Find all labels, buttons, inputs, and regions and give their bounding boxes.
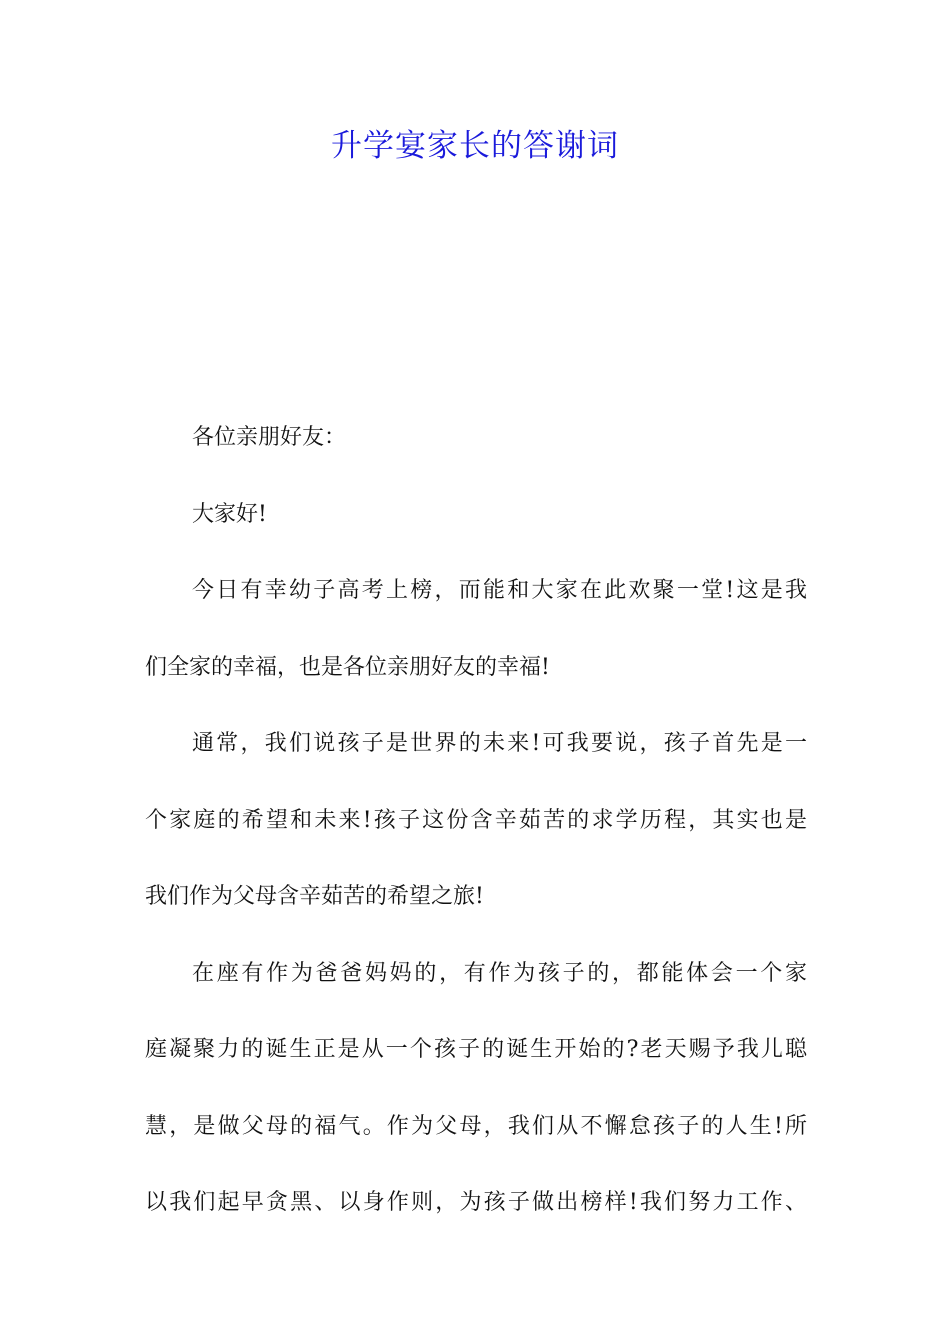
salutation-line: 各位亲朋好友： xyxy=(192,425,347,450)
paragraph-line: 在座有作为爸爸妈妈的，有作为孩子的，都能体会一个家 xyxy=(192,960,807,986)
document-body xyxy=(145,408,807,1250)
paragraph-line: 个家庭的希望和未来!孩子这份含辛茹苦的求学历程，其实也是 xyxy=(145,807,807,833)
paragraph-line: 通常，我们说孩子是世界的未来!可我要说，孩子首先是一 xyxy=(192,731,807,756)
paragraph-line: 庭凝聚力的诞生正是从一个孩子的诞生开始的?老天赐予我儿聪 xyxy=(145,1037,807,1062)
paragraph-line: 慧，是做父母的福气。作为父母，我们从不懈怠孩子的人生!所 xyxy=(145,1113,807,1139)
paragraph-line: 以我们起早贪黑、以身作则，为孩子做出榜样!我们努力工作、 xyxy=(145,1190,807,1215)
paragraph-line: 们全家的幸福，也是各位亲朋好友的幸福! xyxy=(145,654,550,680)
paragraph-line: 我们作为父母含辛茹苦的希望之旅! xyxy=(145,884,484,909)
paragraph-line: 今日有幸幼子高考上榜，而能和大家在此欢聚一堂!这是我 xyxy=(192,578,807,603)
document-title: 升学宴家长的答谢词 xyxy=(331,128,619,164)
greeting-line: 大家好! xyxy=(192,501,267,527)
